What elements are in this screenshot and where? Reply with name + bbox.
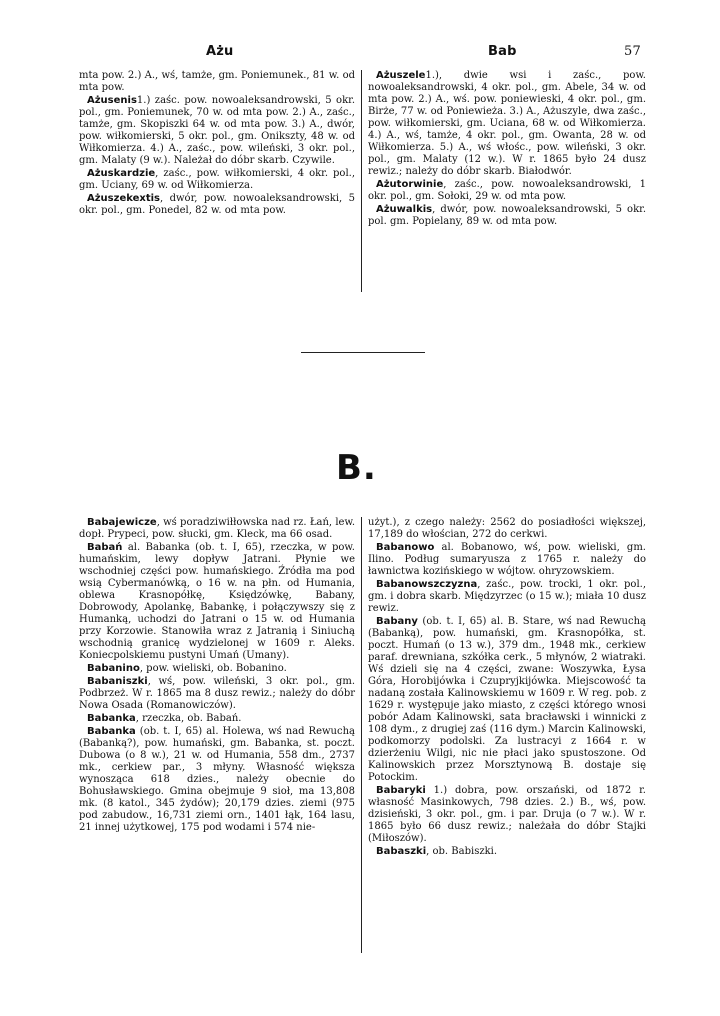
entry-headword: Babaryki (376, 785, 426, 796)
entry-text: , dwór, pow. nowoaleksandrowski, 5 okr. pol., gm. Ponedel, 82 w. od mta pow. (79, 193, 355, 216)
dictionary-entry (368, 616, 646, 784)
entry-headword: Babajewicze (87, 517, 157, 528)
running-head-left: Ażu (206, 44, 234, 59)
dictionary-entry (79, 517, 355, 541)
entry-headword: Babany (376, 616, 418, 627)
column-bottom-left (79, 517, 355, 957)
entry-text: , rzeczka, ob. Babań. (135, 713, 242, 724)
dictionary-entry (79, 713, 355, 725)
dictionary-entry (79, 663, 355, 675)
dictionary-entry (368, 785, 646, 845)
entry-text: , dwór, pow. nowoaleksandrowski, 5 okr. pol. gm. Popielany, 89 w. od mta pow. (368, 204, 646, 227)
dictionary-entry (368, 517, 646, 541)
entry-text: , zaśc., pow. trocki, 1 okr. pol., gm. i dobra skarb. Międzyrzec (o 15 w.); miała 10 dusz rewiz. (368, 579, 646, 614)
dictionary-entry (79, 95, 355, 167)
dictionary-entry (79, 193, 355, 217)
column-top-left (79, 70, 355, 298)
entry-text: 1.) dobra, pow. orszański, od 1872 r. własność Masinkowych, 798 dzies. 2.) B., wś, pow. dzisieński, 3 okr. pol., gm. i par. Druja (o 7 w.). W r. 1865 było 66 dusz rewiz.; należała do dóbr Stajki (Miłoszów). (368, 785, 646, 844)
entry-text: 1.) zaśc. pow. nowoaleksandrowski, 5 okr. pol., gm. Poniemunek, 70 w. od mta pow. 2.) A., zaśc., tamże, gm. Skopiszki 64 w. od mta pow. 3.) A., dwór, pow. wiłkomierski, 5 okr. pol., gm. Onikszty, 48 w. od Wiłkomierza. 4.) A., zaśc., pow. wileński, 3 okr. pol., gm. Malaty (9 w.). Należał do dóbr skarb. Czywile. (79, 95, 355, 166)
entry-headword: Babanowo (376, 542, 435, 553)
entry-text: al. Babanka (ob. t. I, 65), rzeczka, w pow. humańskim, lewy dopływ Jatrani. Płynie we wschodniej części pow. humańskiego. Źródła ma pod wsią Cybermanówką, o 16 w. na płn. od Humania, oblewa Krasnopółkę, Księdzówkę, Babany, Dobrowody, Apolankę, Babankę, i połączywszy się z Humanką, uchodzi do Jatrani o 15 w. od Humania przy Korzowie. Stanowiła wraz z Jatranią i Siniuchą wschodnią granicę wydzielonej w 1609 r. Aleks. Koniecpolskiemu pustyni Umań (Umany). (79, 542, 355, 661)
entry-headword: Babanka (87, 726, 136, 737)
dictionary-entry (79, 70, 355, 94)
dictionary-entry (368, 179, 646, 203)
column-top-right (368, 70, 646, 298)
entry-headword: Ażuskardzie (87, 168, 156, 179)
entry-text: , pow. wieliski, ob. Bobanino. (139, 663, 287, 674)
section-letter: B. (336, 448, 377, 488)
entry-text: , ob. Babiszki. (426, 846, 498, 857)
entry-headword: Babanowszczyzna (376, 579, 478, 590)
dictionary-entry (368, 542, 646, 578)
entry-text: , zaśc., pow. wiłkomierski, 4 okr. pol., gm. Uciany, 69 w. od Wiłkomierza. (79, 168, 355, 191)
dictionary-entry (79, 542, 355, 662)
entry-text: , wś, pow. wileński, 3 okr. pol., gm. Podbrzeż. W r. 1865 ma 8 dusz rewiz.; należy do dóbr Nowa Osada (Romanowiczów). (79, 676, 355, 711)
dictionary-entry (79, 676, 355, 712)
running-head-center: Bab (488, 44, 517, 59)
entry-headword: Babanino (87, 663, 140, 674)
entry-headword: Ażusenis (87, 95, 137, 106)
section-rule (301, 352, 425, 353)
dictionary-entry (368, 70, 646, 178)
column-bottom-right (368, 517, 646, 957)
dictionary-entry (368, 846, 646, 858)
entry-headword: Babań (87, 542, 123, 553)
entry-text: al. Bobanowo, wś, pow. wieliski, gm. Ilino. Podług sumaryusza z 1765 r. należy do ławnictwa kozińskiego w wójtow. ohryzowskiem. (368, 542, 646, 577)
dictionary-entry (368, 579, 646, 615)
dictionary-entry (79, 726, 355, 834)
entry-text: mta pow. 2.) A., wś, tamże, gm. Poniemunek., 81 w. od mta pow. (79, 70, 355, 93)
column-divider-bottom (361, 517, 362, 953)
entry-headword: Babaniszki (87, 676, 148, 687)
entry-headword: Ażuszele (376, 70, 426, 81)
entry-text: użyt.), z czego należy: 2562 do posiadłości większej, 17,189 do włościan, 272 do cerkwi. (368, 517, 646, 540)
entry-text: (ob. t. I, 65) al. B. Stare, wś nad Rewuchą (Babanką), pow. humański, gm. Krasnopółka, st. poczt. Humań (o 13 w.), 379 dm., 1948 mk., cerkiew paraf. drewniana, szkółka cerk., 5 młynów, 2 wiatraki. Wś dzieli się na 4 części, zwane: Woszywka, Łysa Góra, Horobijówka i Czupryjkijówka. Miejscowość ta nadaną została Kalinowskiemu w 1609 r. W reg. pob. z 1629 r. występuje jako miasto, z części którego wnosi pobór Adam Kalinowski, sata bracławski i winnicki z 108 dym., z drugiej zaś (116 dym.) Marcin Kalinowski, podkomorzy podolski. Za lustracyi z 1664 r. w dzierżeniu Wilgi, nic nie płaci jako spustoszone. Od Kalinowskich przez Morsztynową B. dostaje się Potockim. (368, 616, 646, 783)
entry-headword: Babaszki (376, 846, 427, 857)
entry-headword: Ażutorwinie (376, 179, 444, 190)
entry-text: , wś poradziwiłłowska nad rz. Łań, lew. dopł. Prypeci, pow. słucki, gm. Kleck, ma 66 osad. (79, 517, 355, 540)
entry-headword: Babanka (87, 713, 136, 724)
column-divider-top (361, 70, 362, 292)
dictionary-entry (79, 168, 355, 192)
entry-text: , zaśc., pow. nowoaleksandrowski, 1 okr. pol., gm. Sołoki, 29 w. od mta pow. (368, 179, 646, 202)
entry-text: 1.), dwie wsi i zaśc., pow. nowoaleksandrowski, 4 okr. pol., gm. Abele, 34 w. od mta pow. 2.) A., wś. pow. poniewieski, 4 okr. pol., gm. Birże, 77 w. od Poniewieża. 3.) A., Ażuszyle, dwa zaśc., pow. wiłkomierski, gm. Uciana, 68 w. od Wiłkomierza. 4.) A., wś, tamże, 4 okr. pol., gm. Owanta, 28 w. od Wiłkomierza. 5.) A., wś włośc., pow. wileński, 3 okr. pol., gm. Malaty (12 w.). W r. 1865 było 24 dusz rewiz.; należy do dóbr skarb. Białodwór. (368, 70, 646, 177)
entry-headword: Ażuwalkis (376, 204, 433, 215)
entry-headword: Ażuszekextis (87, 193, 161, 204)
dictionary-entry (368, 204, 646, 228)
page-number: 57 (624, 44, 641, 59)
entry-text: (ob. t. I, 65) al. Holewa, wś nad Rewuchą (Babanką?), pow. humański, gm. Babanka, st. poczt. Dubowa (o 8 w.), 21 w. od Humania, 558 dm., 2737 mk., cerkiew par., 3 młyny. Własność większa wynosząca 618 dzies., należy obecnie do Bohusławskiego. Gmina obejmuje 9 sioł, ma 13,808 mk. (8 katol., 345 żydów); 20,179 dzies. ziemi (975 pod zabudow., 16,731 ziemi orn., 1401 łąk, 164 lasu, 21 innej użytkowej, 175 pod wodami i 574 nie- (79, 726, 355, 833)
